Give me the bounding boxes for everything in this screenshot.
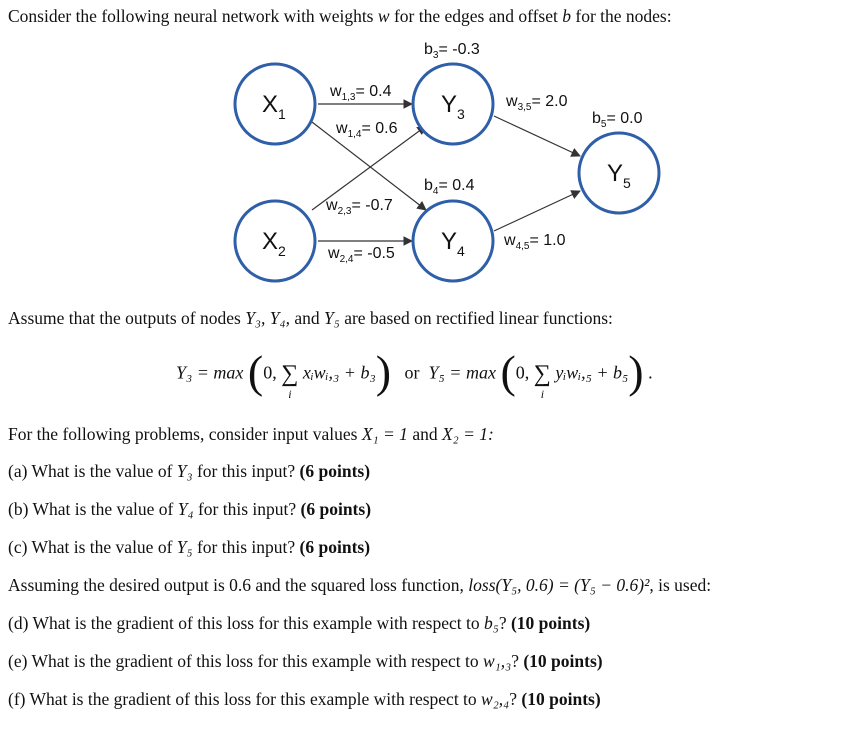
- node-x1: [235, 64, 315, 144]
- intro-text-1: Consider the following neural network with weights: [8, 6, 378, 26]
- question-f: (f) What is the gradient of this loss for this example with respect to w₂,₄? (10 points): [8, 689, 601, 709]
- question-c: (c) What is the value of Y₅ for this input? (6 points): [8, 537, 371, 557]
- formula-or: or: [404, 362, 420, 383]
- svg-text:X1: $X_1$: [262, 91, 286, 122]
- intro-text-3: for the nodes:: [571, 6, 672, 26]
- inputs-text: For the following problems, consider input values: [8, 424, 362, 444]
- svg-text:Y3: $Y_3$: [441, 91, 465, 122]
- formula-lhs-y3: Y₃ = max: [176, 362, 244, 383]
- intro-line: [8, 6, 672, 27]
- formula-lhs-y5: Y₅ = max: [428, 362, 496, 383]
- svg-text:X2: $X_2$: [262, 228, 286, 259]
- inputs-x1: X₁ = 1: [361, 424, 408, 444]
- loss-line: [8, 575, 711, 596]
- assume-line: [8, 308, 613, 329]
- intro-b-symbol: b: [562, 6, 571, 26]
- weight-w14-label: $w_{1,4}= 0.6$: [336, 120, 398, 140]
- formula-close-paren-2: ): [628, 346, 644, 397]
- node-y4: [413, 201, 493, 281]
- formula-arg2-a: 0,: [515, 362, 534, 383]
- weight-w24-label: $w_{2,4}= -0.5$: [328, 245, 395, 265]
- formula-arg1-b: xᵢwᵢ,₃ + b₃: [302, 362, 376, 383]
- offset-b5-label: $b_5= 0.0$: [592, 110, 643, 130]
- inputs-x2: X₂ = 1:: [441, 424, 494, 444]
- loss-formula: loss(Y₅, 0.6) = (Y₅ − 0.6)²: [468, 575, 650, 595]
- assume-text-2: and: [289, 308, 324, 328]
- node-x2: [235, 201, 315, 281]
- node-y3: [413, 64, 493, 144]
- question-e: (e) What is the gradient of this loss for this example with respect to w₁,₃? (10 points): [8, 651, 603, 671]
- formula-arg2-b: yᵢwᵢ,₅ + b₅: [555, 362, 629, 383]
- neural-network-diagram: [0, 30, 867, 292]
- svg-text:Y5: $Y_5$: [607, 160, 631, 191]
- weight-w35-label: $w_{3,5}= 2.0$: [506, 93, 568, 113]
- sigma-symbol-1: ∑ i: [281, 361, 299, 401]
- loss-text: Assuming the desired output is 0.6 and the squared loss function,: [8, 575, 469, 595]
- relu-formula: [176, 348, 653, 401]
- intro-text-2: for the edges and offset: [389, 6, 563, 26]
- sigma-symbol-2: ∑ i: [533, 361, 551, 401]
- intro-w-symbol: w: [377, 6, 390, 26]
- formula-period: .: [648, 362, 653, 383]
- assume-y5: Y₅: [324, 308, 340, 328]
- offset-b3-label: $b_3= -0.3$: [424, 41, 480, 61]
- weight-w23-label: $w_{2,3}= -0.7$: [326, 197, 393, 217]
- assume-text-3: are based on rectified linear functions:: [339, 308, 613, 328]
- weight-w13-label: $w_{1,3}= 0.4$: [330, 83, 392, 103]
- node-y5: [579, 133, 659, 213]
- question-a: (a) What is the value of Y₃ for this input? (6 points): [8, 461, 371, 481]
- inputs-line: [8, 424, 494, 445]
- loss-post: , is used:: [649, 575, 712, 595]
- inputs-and: and: [407, 424, 442, 444]
- offset-b4-label: $b_4= 0.4$: [424, 177, 475, 197]
- edge-y4-y5: [494, 191, 580, 231]
- question-b: (b) What is the value of Y₄ for this input? (6 points): [8, 499, 372, 519]
- edge-y3-y5: [494, 116, 580, 156]
- formula-arg1-a: 0,: [263, 362, 282, 383]
- assume-nodes: Y₃, Y₄,: [245, 308, 290, 328]
- question-d: (d) What is the gradient of this loss for this example with respect to b₅? (10 points): [8, 613, 591, 633]
- assume-text-1: Assume that the outputs of nodes: [8, 308, 246, 328]
- formula-open-paren-2: (: [500, 346, 516, 397]
- weight-w45-label: $w_{4,5}= 1.0$: [504, 232, 566, 252]
- formula-open-paren-1: (: [247, 346, 264, 397]
- formula-close-paren-1: ): [375, 346, 392, 397]
- svg-text:Y4: $Y_4$: [441, 228, 465, 259]
